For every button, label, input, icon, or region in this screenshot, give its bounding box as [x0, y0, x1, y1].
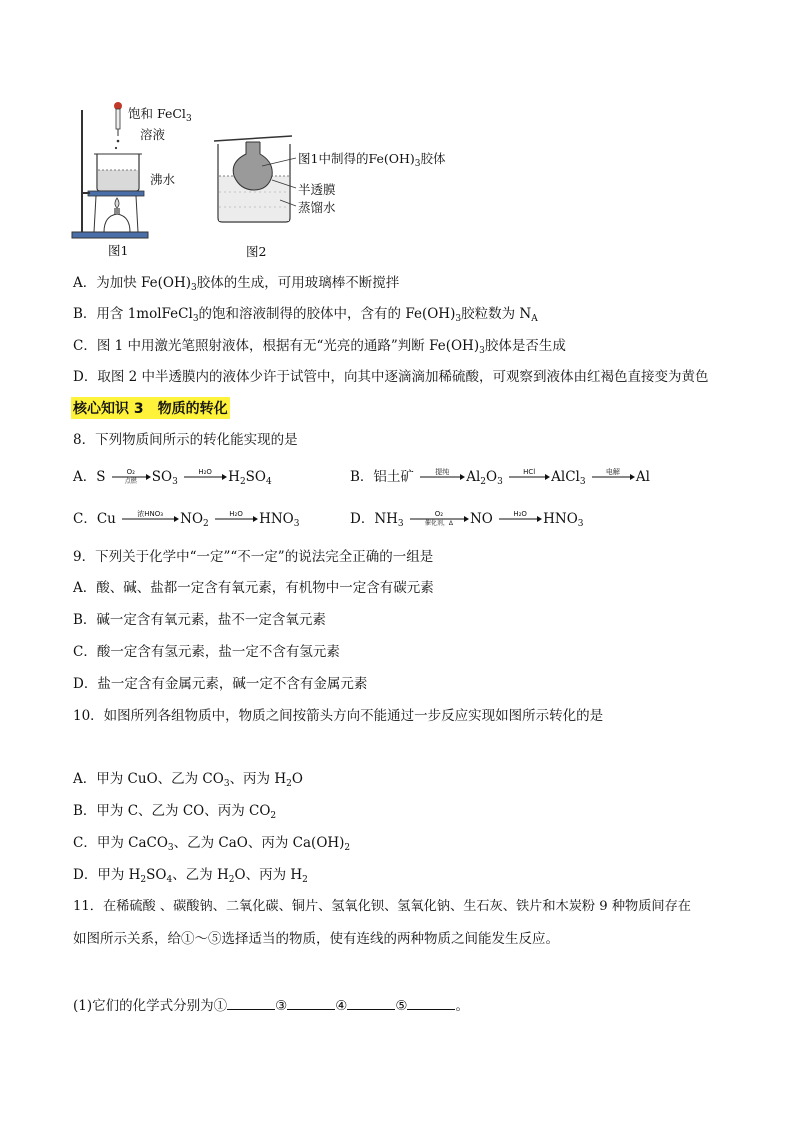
- q9-option-b: B．碱一定含有氧元素，盐不一定含氧元素: [73, 612, 326, 628]
- reaction-arrow: [408, 510, 470, 528]
- reagent-name: 饱和 FeCl: [128, 106, 186, 121]
- subscript: 4: [266, 477, 272, 487]
- text: HNO: [259, 511, 294, 527]
- arrow-condition: 提纯: [435, 468, 450, 476]
- fig2-water-label: 蒸馏水: [298, 200, 336, 215]
- q7-option-a: [73, 274, 399, 297]
- reaction-arrow: [418, 468, 466, 486]
- fig2-caption: 图2: [246, 244, 267, 259]
- arrow-icon: [418, 468, 466, 486]
- text: B．铝土矿: [350, 469, 414, 485]
- figure-2: [210, 132, 510, 258]
- q7-option-c: [73, 337, 566, 360]
- text: 。: [455, 998, 469, 1014]
- text: O: [291, 771, 303, 787]
- text: Al: [466, 469, 481, 485]
- fig1-water-label: 沸水: [150, 172, 176, 187]
- arrow-condition: H₂O: [229, 510, 243, 518]
- subscript: 3: [293, 519, 300, 529]
- arrow-icon: [213, 510, 259, 528]
- text: NO: [469, 511, 493, 527]
- text: D．NH: [350, 511, 398, 527]
- subscript: 3: [167, 843, 174, 853]
- q8-option-a: [73, 468, 272, 491]
- reaction-arrow: [497, 510, 543, 528]
- subscript: 3: [479, 346, 485, 356]
- reaction-arrow: [590, 468, 636, 486]
- subscript: 3: [192, 314, 199, 324]
- q11-stem-line1: 11．在稀硫酸 、碳酸钠、二氧化碳、铜片、氢氧化钡、氢氧化钠、生石灰、铁片和木炭粉 9 种物质间存在: [73, 899, 691, 914]
- subscript: 2: [239, 477, 246, 487]
- text: (1)它们的化学式分别为①: [73, 998, 228, 1014]
- subscript: 2: [203, 519, 209, 529]
- fig1-reagent-label: [128, 106, 192, 143]
- text: 、丙为 H: [229, 771, 287, 787]
- q10-option-a: [73, 770, 303, 793]
- text: HNO: [543, 511, 578, 527]
- answer-blank-5[interactable]: [407, 995, 455, 1010]
- reaction-arrow: [120, 510, 180, 528]
- text: B．甲为 C、乙为 CO、丙为 CO: [73, 803, 271, 819]
- text: C．Cu: [73, 511, 116, 527]
- subscript: 3: [497, 477, 503, 487]
- text: B．用含 1molFeCl: [73, 306, 193, 322]
- subscript: 3: [397, 519, 404, 529]
- text: O、丙为 H: [234, 867, 303, 883]
- arrow-condition: 点燃: [124, 478, 137, 485]
- q8-stem: 8．下列物质间所示的转化能实现的是: [73, 432, 298, 448]
- subscript: 3: [455, 314, 462, 324]
- arrow-icon: [507, 468, 551, 486]
- reaction-arrow: [110, 468, 152, 486]
- answer-blank-1[interactable]: [227, 995, 275, 1010]
- q10-option-c: [73, 834, 350, 857]
- text: 、乙为 CaO、丙为 Ca(OH): [173, 835, 345, 851]
- subscript: 2: [140, 875, 147, 885]
- reaction-arrow: [213, 510, 259, 528]
- q9-option-d: D．盐一定含有金属元素，碱一定不含有金属元素: [73, 676, 368, 692]
- arrow-condition: 催化剂，Δ: [424, 520, 453, 527]
- colloid-label-text: 图1中制得的Fe(OH): [298, 151, 415, 166]
- subscript: 3: [191, 283, 197, 293]
- q9-option-a: A．酸、碱、盐都一定含有氧元素，有机物中一定含有碳元素: [73, 580, 434, 596]
- text: SO: [151, 469, 173, 485]
- subscript: 2: [286, 779, 292, 789]
- subscript: 2: [302, 875, 308, 885]
- text: H: [228, 469, 240, 485]
- section-heading: 核心知识 3 物质的转化: [71, 397, 230, 419]
- subscript: 2: [344, 843, 351, 853]
- text: 胶体是否生成: [484, 338, 566, 354]
- reagent-solution: 溶液: [140, 127, 166, 142]
- arrow-condition: O₂: [434, 510, 444, 518]
- q11-subquestion-1: [73, 995, 469, 1015]
- text: C．甲为 CaCO: [73, 835, 168, 851]
- subscript: 2: [228, 875, 235, 885]
- text: A．S: [73, 469, 106, 485]
- q8-option-b: [350, 468, 650, 491]
- arrow-condition: 电解: [605, 468, 620, 476]
- fig2-membrane-label: 半透膜: [298, 182, 336, 197]
- text: 胶粒数为 N: [461, 306, 532, 322]
- subscript: 3: [223, 779, 230, 789]
- text: ⑤: [395, 998, 408, 1014]
- q7-option-b: [73, 305, 538, 328]
- subscript: A: [531, 314, 538, 324]
- colloid-label-suffix: 胶体: [420, 151, 446, 166]
- subscript: 4: [166, 875, 173, 885]
- q10-option-b: [73, 802, 276, 825]
- reaction-arrow: [507, 468, 551, 486]
- text: 、乙为 H: [172, 867, 229, 883]
- answer-blank-4[interactable]: [347, 995, 395, 1010]
- answer-blank-3[interactable]: [287, 995, 335, 1010]
- arrow-condition: O₂: [126, 468, 135, 476]
- text: SO: [245, 469, 266, 485]
- arrow-icon: [590, 468, 636, 486]
- text: A．为加快 Fe(OH): [73, 275, 192, 291]
- text: NO: [180, 511, 204, 527]
- text: A．甲为 CuO、乙为 CO: [73, 771, 224, 787]
- text: O: [486, 469, 498, 485]
- q10-option-d: [73, 866, 308, 889]
- arrow-condition: 浓HNO₃: [137, 510, 164, 518]
- arrow-icon: [120, 510, 180, 528]
- q10-stem: 10．如图所列各组物质中，物质之间按箭头方向不能通过一步反应实现如图所示转化的是: [73, 708, 604, 724]
- q11-stem-line2: 如图所示关系，给①～⑤选择适当的物质，使有连线的两种物质之间能发生反应。: [73, 931, 559, 947]
- text: C．图 1 中用激光笔照射液体，根据有无“光亮的通路”判断 Fe(OH): [73, 338, 480, 354]
- subscript: 3: [577, 519, 584, 529]
- fig1-caption: 图1: [108, 243, 129, 258]
- arrow-icon: [497, 510, 543, 528]
- arrow-icon: [182, 468, 228, 486]
- text: SO: [146, 867, 167, 883]
- text: ③: [275, 998, 288, 1014]
- text: AlCl: [551, 469, 580, 485]
- reaction-arrow: [182, 468, 228, 486]
- subscript: 3: [579, 477, 586, 487]
- text: 的饱和溶液制得的胶体中，含有的 Fe(OH): [198, 306, 456, 322]
- figure-1: [70, 98, 190, 258]
- reagent-subscript: 3: [185, 114, 192, 124]
- text: ④: [335, 998, 348, 1014]
- q7-option-d: D．取图 2 中半透膜内的液体少许于试管中，向其中逐滴滴加稀硫酸，可观察到液体由红褐色直接变为黄色: [73, 369, 709, 385]
- colloid-subscript: 3: [414, 159, 421, 169]
- q9-option-c: C．酸一定含有氢元素，盐一定不含有氢元素: [73, 644, 340, 660]
- arrow-condition: HCl: [523, 468, 536, 476]
- q8-option-c: [73, 510, 299, 533]
- text: 胶体的生成，可用玻璃棒不断搅拌: [196, 275, 400, 291]
- arrow-condition: H₂O: [513, 510, 527, 518]
- text: D．甲为 H: [73, 867, 141, 883]
- q8-option-d: [350, 510, 584, 533]
- subscript: 2: [270, 811, 277, 821]
- fig2-colloid-label: [298, 149, 446, 169]
- subscript: 2: [480, 477, 487, 487]
- text: Al: [635, 469, 650, 485]
- arrow-condition: H₂O: [198, 468, 212, 476]
- subscript: 3: [172, 477, 178, 487]
- q9-stem: 9．下列关于化学中“一定”“不一定”的说法完全正确的一组是: [73, 549, 434, 565]
